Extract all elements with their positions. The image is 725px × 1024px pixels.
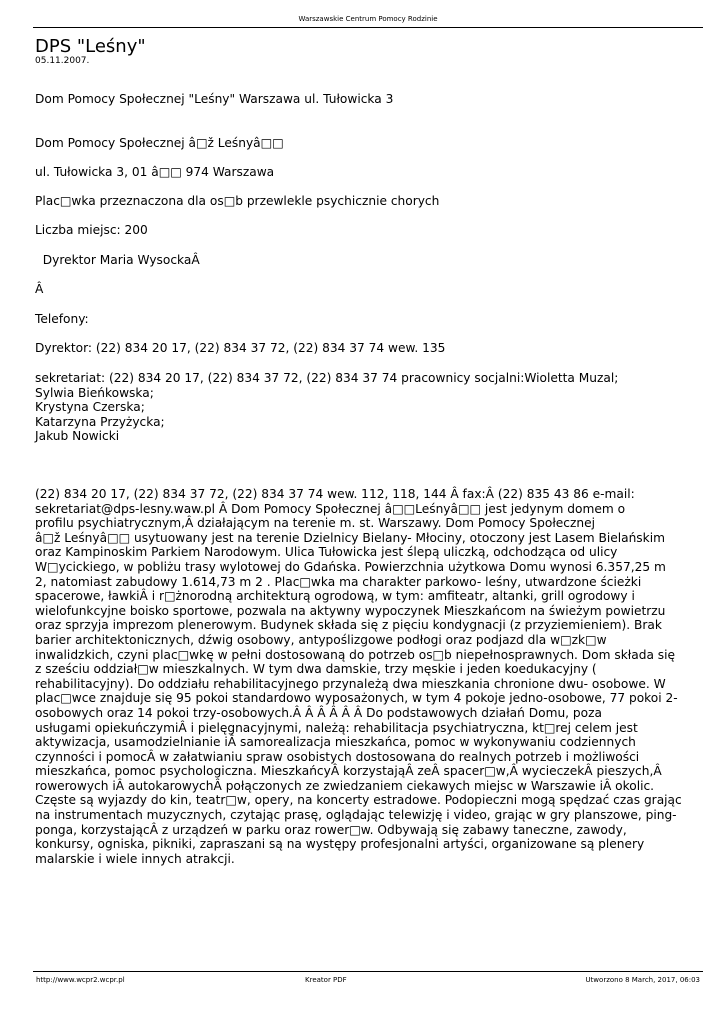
description-line: konkursy, ogniska, pikniki, zapraszani są na występy profesjonalni artyści, organizowane są plenery xyxy=(35,837,645,852)
description-line: mieszkańca, pomoc psychologiczna. MieszkańcyÂ korzystająÂ zeÂ spacer□w,Â wycieczekÂ pieszych,Â xyxy=(35,764,662,779)
description-line: z sześciu oddział□w mieszkalnych. W tym dwa damskie, trzy męskie i jeden koedukacyjny ( xyxy=(35,662,597,677)
description-line: ponga, korzystającÂ z urządzeń w parku oraz rower□w. Odbywają się zabawy taneczne, zawody, xyxy=(35,822,627,837)
description-line: usługami opiekuńczymiÂ i pielęgnacyjnymi, należą: rehabilitacja psychiatryczna, kt□rej celem jest xyxy=(35,720,638,735)
description-line: aktywizacja, usamodzielnianie iÂ samorealizacja mieszkańca, pomoc w wykonywaniu codziennych xyxy=(35,735,636,750)
header-site-name: Warszawskie Centrum Pomocy Rodzinie xyxy=(298,15,438,23)
description-line: barier architektonicznych, dźwig osobowy, antypoślizgowe podłogi oraz podjazd dla w□zk□w xyxy=(35,632,607,647)
secretariat-line: Sylwia Bieńkowska; xyxy=(35,385,154,400)
description-line: Częste są wyjazdy do kin, teatr□w, opery, na koncerty estradowe. Podopieczni mogą spędzać czas grając xyxy=(35,793,682,808)
description-line: czynności i pomocÂ w załatwianiu spraw osobistych dostosowana do realnych potrzeb i możliwości xyxy=(35,749,640,764)
footer-created-date: Utworzono 8 March, 2017, 06:03 xyxy=(585,976,700,984)
footer-url-link[interactable]: http://www.wcpr2.wcpr.pl xyxy=(36,976,125,984)
description-block xyxy=(35,487,682,866)
description-line: profilu psychiatrycznym,Â działającym na terenie m. st. Warszawy. Dom Pomocy Społecznej xyxy=(35,516,595,531)
description-line: 2, natomiast zabudowy 1.614,73 m 2 . Plac□wka ma charakter parkowo- leśny, utwardzone ścieżki xyxy=(35,574,642,589)
director-line: Dyrektor Maria WysockaÂ xyxy=(35,253,200,267)
description-line: W□ycickiego, w pobliżu trasy wylotowej do Gdańska. Powierzchnia użytkowa Domu wynosi 6.357,25 m xyxy=(35,559,666,574)
description-line: oraz sprzyja imprezom plenerowym. Budynek składa się z pięciu kondygnacji (z przyziemieniem). Brak xyxy=(35,618,662,633)
description-line: sekretariat@dps-lesny.waw.pl Â Dom Pomocy Społecznej â□□Leśnyâ□□ jest jedynym domem o xyxy=(35,501,626,516)
purpose-line: Plac□wka przeznaczona dla os□b przewlekle psychicznie chorych xyxy=(35,194,440,208)
description-line: (22) 834 20 17, (22) 834 37 72, (22) 834 37 74 wew. 112, 118, 144 Â fax:Â (22) 835 43 86 e-mail: xyxy=(35,487,635,501)
capacity-line: Liczba miejsc: 200 xyxy=(35,223,148,237)
description-line: wielofunkcyjne boisko sportowe, pozwala na aktywny wypoczynek Mieszkańcom na świeżym powietrzu xyxy=(35,603,666,618)
description-line: osobowych oraz 14 pokoi trzy-osobowych.Â Â Â Â Â Â Do podstawowych działań Domu, poza xyxy=(35,705,602,720)
description-line: inwalidzkich, czyni plac□wkę w pełni dostosowaną do potrzeb os□b niepełnosprawnych. Dom składa się xyxy=(35,647,676,662)
description-line: â□ž Leśnyâ□□ usytuowany jest na terenie Dzielnicy Bielany- Młociny, otoczony jest Lasem Bielańskim xyxy=(35,530,665,545)
description-line: oraz Kampinoskim Parkiem Narodowym. Ulica Tułowicka jest ślepą uliczką, odchodząca od ulicy xyxy=(35,545,618,560)
publication-date: 05.11.2007. xyxy=(35,56,90,66)
secretariat-line: Krystyna Czerska; xyxy=(35,400,145,415)
address-line: ul. Tułowicka 3, 01 â□□ 974 Warszawa xyxy=(35,165,275,179)
description-line: rowerowych iÂ autokarowychÂ połączonych ze zwiedzaniem ciekawych miejsc w Warszawie iÂ okolic. xyxy=(35,778,655,793)
footer-divider xyxy=(33,971,703,972)
phones-label: Telefony: xyxy=(35,312,89,326)
secretariat-block xyxy=(35,371,618,444)
facility-name: Dom Pomocy Społecznej â□ž Leśnyâ□□ xyxy=(35,136,284,150)
header-divider xyxy=(33,27,703,28)
heading-line: Dom Pomocy Społecznej "Leśny" Warszawa ul. Tułowicka 3 xyxy=(35,92,394,106)
description-line: spacerowe, ławkiÂ i r□żnorodną architekturą ogrodową, w tym: amfiteatr, altanki, grill ogrodowy i xyxy=(35,589,635,604)
description-line: na instrumentach muzycznych, czytając prasę, oglądając telewizję i video, grając w gry planszowe, ping- xyxy=(35,808,677,823)
director-phones: Dyrektor: (22) 834 20 17, (22) 834 37 72, (22) 834 37 74 wew. 135 xyxy=(35,341,446,355)
secretariat-line: sekretariat: (22) 834 20 17, (22) 834 37 72, (22) 834 37 74 pracownicy socjalni:Wioletta Muzal; xyxy=(35,371,619,385)
page-title: DPS "Leśny" xyxy=(35,36,146,57)
footer-generator: Kreator PDF xyxy=(305,976,347,984)
description-line: plac□wce znajduje się 95 pokoi standardowo wyposażonych, w tym 4 pokoje jedno-osobowe, 77 pokoi 2- xyxy=(35,691,678,706)
description-line: rehabilitacyjny). Do oddziału rehabilitacyjnego przynależą dwa mieszkania chronione dwu- osobowe. W xyxy=(35,676,666,691)
secretariat-line: Jakub Nowicki xyxy=(35,429,120,444)
stray-character: Â xyxy=(35,282,44,296)
description-line: malarskie i wiele innych atrakcji. xyxy=(35,851,235,866)
secretariat-line: Katarzyna Przyżycka; xyxy=(35,414,165,429)
